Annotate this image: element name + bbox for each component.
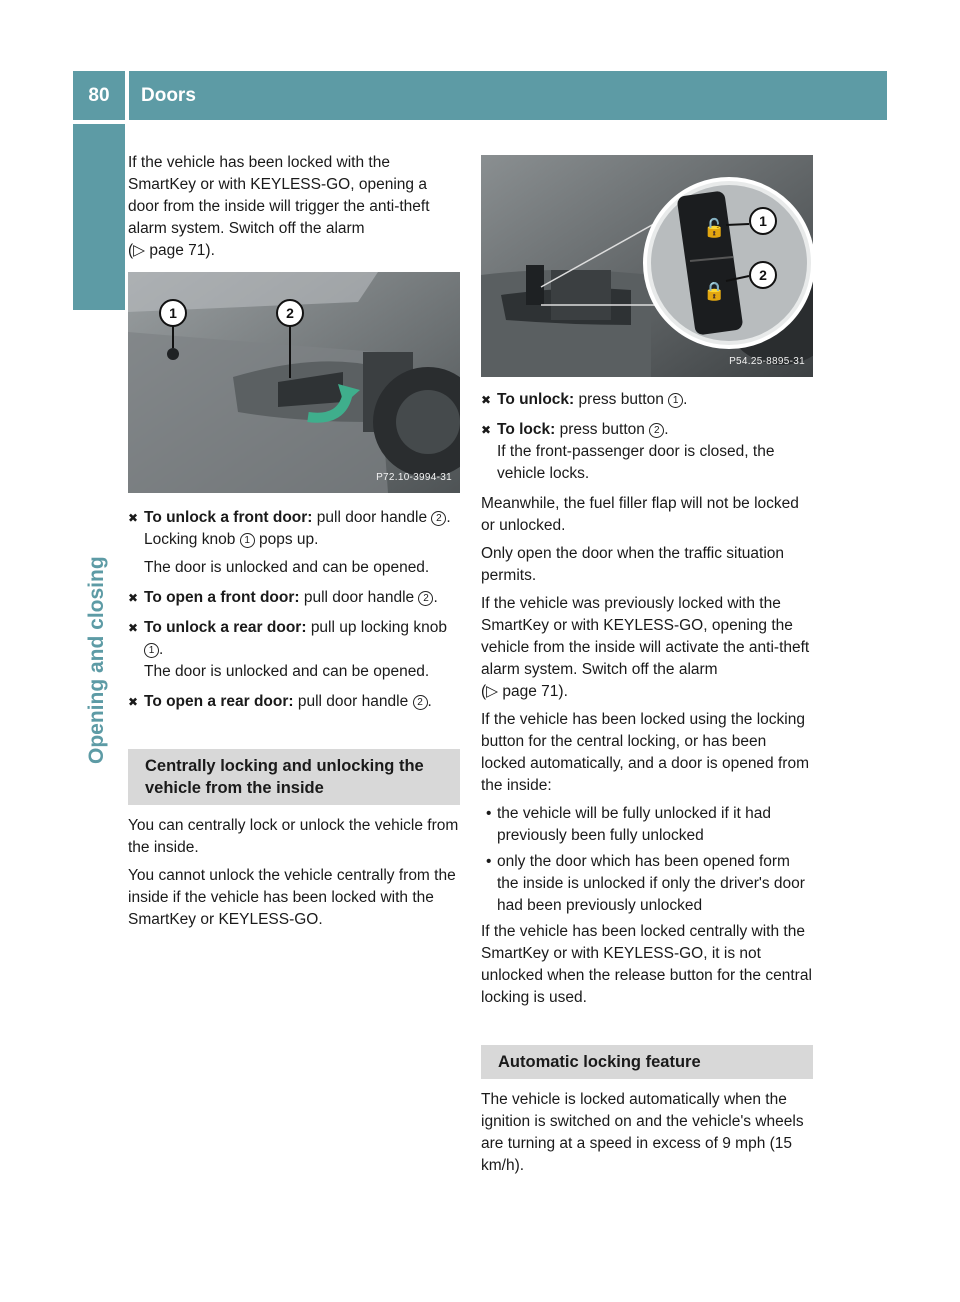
callout-ref: 1 [668,393,683,408]
side-tab-block [73,124,125,310]
paragraph: Meanwhile, the fuel filler flap will not be locked or unlocked. [481,495,799,534]
bullet-item [481,851,813,917]
page-number: 80 [73,71,125,120]
lock-buttons-figure [481,155,813,377]
step-label: To open a front door: [144,589,300,606]
step-text: press button [578,391,664,408]
step-open-rear-door [128,691,460,713]
figure1-callout-2: 2 [276,299,304,327]
callout-ref: 2 [413,695,428,710]
bullet-text: the vehicle will be fully unlocked if it had previously been fully unlocked [497,805,771,844]
step-tail: . [427,693,432,710]
step-text: pull up locking knob [310,619,447,636]
step-sub-text: Locking knob [144,531,236,548]
bullet-item [481,803,813,847]
step-label: To unlock a front door: [144,509,313,526]
step-unlock-rear-door [128,617,460,683]
left-column [128,152,460,937]
arrow-icon: ✖ [481,393,492,407]
page-reference-link[interactable]: (▷ page 71). [481,683,568,700]
section-paragraph: The vehicle is locked automatically when the ignition is switched on and the vehicle's wheels are turning at a speed in excess of 9 mph (15 km/h). [481,1091,804,1174]
section-heading-central-locking: Centrally locking and unlocking the vehicle from the inside [128,749,460,805]
arrow-icon: ✖ [128,621,139,635]
side-tab-label: Opening and closing [85,556,108,764]
step-sub-text: pops up. [258,531,319,548]
bullet-icon: • [486,805,492,822]
paragraph: If the vehicle has been locked using the locking button for the central locking, or has been locked automatically, and a door is opened from the inside: [481,711,809,794]
callout-ref: 2 [418,591,433,606]
figure1-code: P72.10-3994-31 [376,472,452,483]
intro-text: If the vehicle has been locked with the SmartKey or with KEYLESS-GO, opening a door from the inside will trigger the anti-theft alarm system. Switch off the alarm [128,154,430,237]
arrow-icon: ✖ [481,423,492,437]
section-paragraph: You can centrally lock or unlock the vehicle from the inside. [128,817,459,856]
step-unlock-front-door [128,507,460,579]
arrow-icon: ✖ [128,591,139,605]
page-title: Doors [129,71,887,120]
arrow-icon: ✖ [128,695,139,709]
step-text: pull door handle [303,589,415,606]
figure2-callout-1: 1 [749,207,777,235]
callout-ref: 2 [431,511,446,526]
step-sub-line: If the front-passenger door is closed, the vehicle locks. [497,443,775,482]
figure2-callout-2: 2 [749,261,777,289]
step-text: pull door handle [297,693,409,710]
step-lock-button [481,419,813,485]
bullet-icon: • [486,853,492,870]
step-tail: . [433,589,438,606]
door-handle-figure [128,272,460,493]
callout-ref: 2 [649,423,664,438]
step-tail: . [446,509,451,526]
step-tail: . [683,391,688,408]
svg-text:🔒: 🔒 [703,281,726,302]
step-sub-line: The door is unlocked and can be opened. [144,663,430,680]
step-open-front-door [128,587,460,609]
step-tail: . [664,421,669,438]
step-text: pull door handle [316,509,428,526]
step-label: To open a rear door: [144,693,294,710]
paragraph: If the vehicle was previously locked with the SmartKey or with KEYLESS-GO, opening the vehicle from the inside will activate the anti-theft alarm system. Switch off the alarm [481,595,810,678]
paragraph: Only open the door when the traffic situation permits. [481,545,785,584]
step-label: To lock: [497,421,556,438]
step-text: press button [559,421,645,438]
header-divider [126,71,128,120]
figure1-callout-1: 1 [159,299,187,327]
right-column [481,155,813,1183]
section-paragraph: You cannot unlock the vehicle centrally from the inside if the vehicle has been locked with the SmartKey or KEYLESS-GO. [128,867,456,928]
step-sub-line: The door is unlocked and can be opened. [144,559,430,576]
step-label: To unlock: [497,391,575,408]
callout-ref: 1 [144,643,159,658]
step-tail: . [159,641,164,658]
svg-text:🔓: 🔓 [703,218,726,239]
step-label: To unlock a rear door: [144,619,307,636]
step-unlock-button [481,389,813,411]
paragraph: If the vehicle has been locked centrally with the SmartKey or with KEYLESS-GO, it is not unlocked when the release button for the central locking is used. [481,923,812,1006]
section-heading-automatic-locking: Automatic locking feature [481,1045,813,1079]
intro-paragraph [128,152,460,262]
figure2-code: P54.25-8895-31 [729,356,805,367]
arrow-icon: ✖ [128,511,139,525]
callout-ref: 1 [240,533,255,548]
page-reference-link[interactable]: (▷ page 71). [128,242,215,259]
step-sub-line [144,529,460,551]
bullet-text: only the door which has been opened form the inside is unlocked if only the driver's door had been previously unlocked [497,853,805,914]
